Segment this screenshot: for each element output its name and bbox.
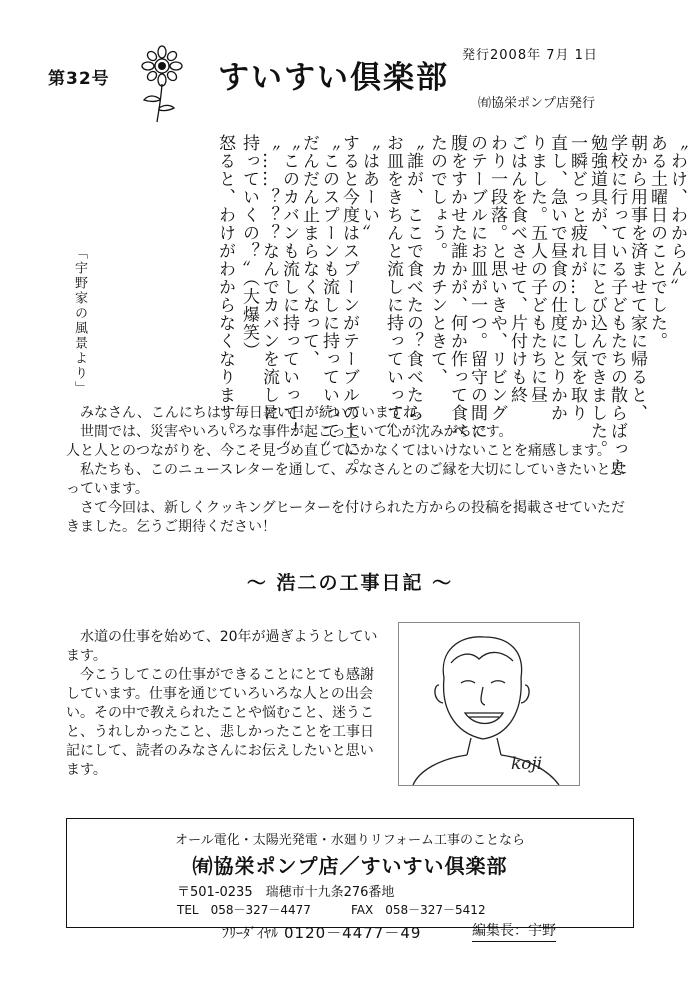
intro-paragraph: みなさん、こんにちは！毎日暑い日が続いていますね。 — [66, 405, 431, 421]
telephone: TEL 058－327－4477 — [177, 903, 311, 917]
column-line: 〝誰が、ここで食べたの？食べたら — [403, 134, 423, 422]
diary-paragraph: 水道の仕事を始めて、20年が過ぎようとしています。 — [66, 629, 378, 664]
address: 〒501-0235 瑞穂市十九条276番地 — [177, 885, 395, 900]
newsletter-title: すいすい倶楽部 — [218, 60, 449, 96]
editor-credit: 編集長：宇野 — [472, 920, 556, 942]
column-line: 〝このカバンも流しに持っていって！〟 — [279, 134, 299, 458]
intro-paragraph: 世間では、災害やいろいろな事件が起こっていて心が沈みがちです。 — [66, 424, 513, 440]
fax: FAX 058－327－5412 — [351, 903, 486, 917]
diary-paragraph: 今こうしてこの仕事ができることにとても感謝しています。仕事を通じていろいろな人との出会い。その中で教えられたことや悩むこと、迷うこと、うれしかったこと、悲しかったことを工事日記にして、読者のみなさんにお伝えしたいと思います。 — [66, 667, 374, 778]
intro-text — [66, 404, 626, 537]
intro-paragraph: 私たちも、このニュースレターを通して、みなさんとのご縁を大切にしていきたいと思っています。 — [66, 462, 625, 497]
freedial-label: ﾌﾘｰﾀﾞｲﾔﾙ — [222, 926, 278, 942]
column-line: 持っていくの？〟（大爆笑） — [239, 134, 259, 360]
column-line: 怒ると、わけがわからなくなります。 — [215, 134, 235, 440]
intro-paragraph: 人と人とのつながりを、今こそ見つめ直していかなくてはいけないことを痛感します。 — [66, 443, 611, 459]
portrait-sketch — [398, 622, 580, 786]
column-line: りました。五人の子どもたちに昼 — [527, 134, 547, 404]
company-name: ㈲協栄ポンプ店／すいすい倶楽部 — [192, 854, 508, 878]
publisher: ㈲協栄ポンプ店発行 — [478, 96, 596, 111]
column-line: 〝わけ、わからん〟 — [667, 134, 687, 296]
column-line: 腹をすかせた誰かが、何か作って食べ — [447, 134, 467, 440]
sunflower-icon — [135, 44, 190, 124]
column-line: ごはんを食べさせて、片付けも終 — [507, 134, 527, 404]
column-line: 〝……？？？なんでカバンを流しに — [259, 134, 279, 422]
portrait-signature: koji — [511, 754, 543, 774]
issue-date: 発行2008年 7月 1日 — [462, 48, 598, 63]
column-line: 〝このスプーンも流しに持っていって〟 — [319, 134, 339, 458]
column-line: 〝はあーい〟 — [359, 134, 379, 242]
column-line: すると今度はスプーンがテーブルの上に。 — [339, 134, 359, 476]
intro-paragraph: さて今回は、新しくクッキングヒーターを付けられた方からの投稿を掲載させていただきました。乞うご期待ください！ — [66, 500, 626, 535]
column-line: だんだん止まらなくなって、 — [299, 134, 319, 368]
column-line: 一瞬どっと疲れが…しかし気を取り — [567, 134, 587, 422]
column-line: 勉強道具が、目にとび込んできました。 — [587, 134, 607, 458]
freedial-number: 0120－4477－49 — [284, 924, 422, 942]
column-line: わり一段落。と思いきや、リビング — [487, 134, 507, 422]
portrait-drawing — [399, 623, 579, 785]
issue-number: 第32号 — [48, 69, 110, 89]
freedial — [222, 922, 421, 943]
services-line: オール電化・太陽光発電・水廻りリフォーム工事のことなら — [174, 833, 526, 848]
column-line: ある土曜日のことでした。 — [647, 134, 667, 350]
column-line: のテーブルにお皿が一つ。留守の間に — [467, 134, 487, 440]
diary-text — [66, 628, 386, 780]
column-caption: 「宇野家の風景より」 — [72, 246, 87, 396]
column-line: 学校に行っている子どもたちの散らばった — [607, 134, 627, 476]
column-line: たのでしょう。カチンときて、 — [427, 134, 447, 386]
column-line: お皿をきちんと流しに持っていって〟 — [383, 134, 403, 440]
column-line: 朝から用事を済ませて家に帰ると、 — [627, 134, 647, 422]
diary-title: ～ 浩二の工事日記 ～ — [246, 572, 454, 594]
column-line: 直し、急いで昼食の仕度にとりかか — [547, 134, 567, 422]
company-info-box — [66, 818, 634, 928]
